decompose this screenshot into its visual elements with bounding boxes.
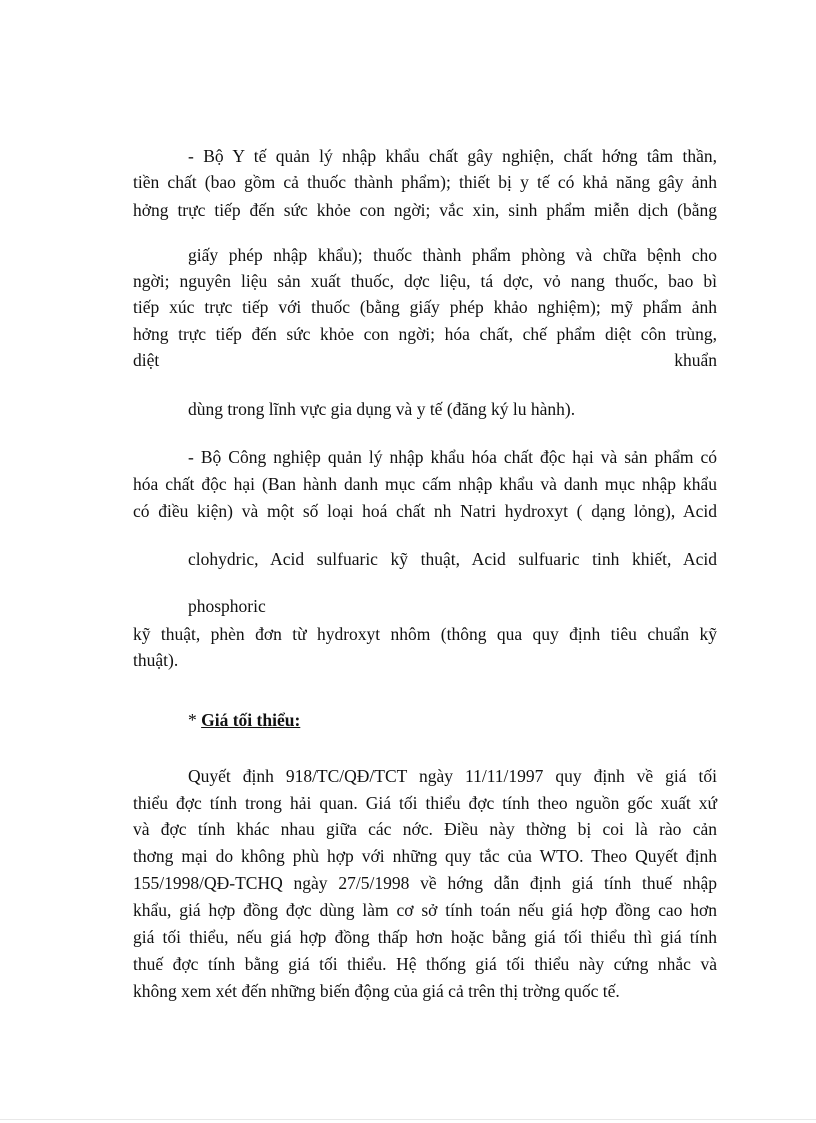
paragraph-line-split	[133, 349, 717, 371]
paragraph-line: kỹ thuật, phèn đơn từ hydroxyt nhôm (thông qua quy định tiêu chuẩn kỹ	[133, 624, 717, 644]
heading-text: Giá tối thiểu:	[201, 710, 301, 730]
paragraph-line: Quyết định 918/TC/QĐ/TCT ngày 11/11/1997 quy định về giá tối	[188, 766, 717, 786]
paragraph-line: khẩu, giá hợp đồng đợc dùng làm cơ sở tính toán nếu giá hợp đồng cao hơn	[133, 900, 717, 920]
heading-bullet: *	[188, 710, 202, 730]
paragraph-line: clohydric, Acid sulfuaric kỹ thuật, Acid sulfuaric tinh khiết, Acid	[188, 549, 717, 569]
paragraph-line: 155/1998/QĐ-TCHQ ngày 27/5/1998 về hớng dẫn định giá tính thuế nhập	[133, 873, 717, 893]
paragraph-line: thuật).	[133, 650, 179, 670]
paragraph-line: hởng trực tiếp đến sức khỏe con ngời; hóa chất, chế phẩm diệt côn trùng,	[133, 324, 717, 344]
paragraph-line: - Bộ Y tế quản lý nhập khẩu chất gây nghiện, chất hớng tâm thần,	[188, 146, 717, 166]
paragraph-line: hởng trực tiếp đến sức khỏe con ngời; vắc xin, sinh phẩm miễn dịch (bằng	[133, 200, 717, 220]
paragraph-line: - Bộ Công nghiệp quản lý nhập khẩu hóa chất độc hại và sản phẩm có	[188, 447, 717, 467]
paragraph-line: phosphoric	[188, 596, 266, 616]
paragraph-line: tiếp xúc trực tiếp với thuốc (bằng giấy phép khảo nghiệm); mỹ phẩm ảnh	[133, 297, 717, 317]
paragraph-line: dùng trong lĩnh vực gia dụng và y tế (đăng ký lu hành).	[188, 399, 576, 419]
paragraph-line: ngời; nguyên liệu sản xuất thuốc, dợc liệu, tá dợc, vỏ nang thuốc, bao bì	[133, 271, 717, 291]
paragraph-line: có điều kiện) và một số loại hoá chất nh Natri hydroxyt ( dạng lỏng), Acid	[133, 501, 717, 521]
paragraph-line: không xem xét đến những biến động của giá cả trên thị trờng quốc tế.	[133, 981, 620, 1001]
paragraph-line: hóa chất độc hại (Ban hành danh mục cấm nhập khẩu và danh mục nhập khẩu	[133, 474, 717, 494]
section-heading	[188, 709, 717, 731]
paragraph-line: tiền chất (bao gồm cả thuốc thành phẩm); thiết bị y tế có khả năng gây ảnh	[133, 172, 717, 192]
page-bottom-edge	[0, 1119, 816, 1120]
paragraph-line: thơng mại do không phù hợp với những quy tắc của WTO. Theo Quyết định	[133, 846, 717, 866]
paragraph-line: thiểu đợc tính trong hải quan. Giá tối thiểu đợc tính theo nguồn gốc xuất xứ	[133, 793, 717, 813]
split-left-word: diệt	[133, 350, 160, 370]
paragraph-line: giấy phép nhập khẩu); thuốc thành phẩm phòng và chữa bệnh cho	[188, 245, 717, 265]
paragraph-line: và đợc tính khác nhau giữa các nớc. Điều này thờng bị coi là rào cản	[133, 819, 717, 839]
paragraph-line: thuế đợc tính bằng giá tối thiểu. Hệ thống giá tối thiểu này cứng nhắc và	[133, 954, 717, 974]
paragraph-line: giá tối thiểu, nếu giá hợp đồng thấp hơn hoặc bằng giá tối thiểu thì giá tính	[133, 927, 717, 947]
split-right-word: khuẩn	[674, 350, 717, 370]
